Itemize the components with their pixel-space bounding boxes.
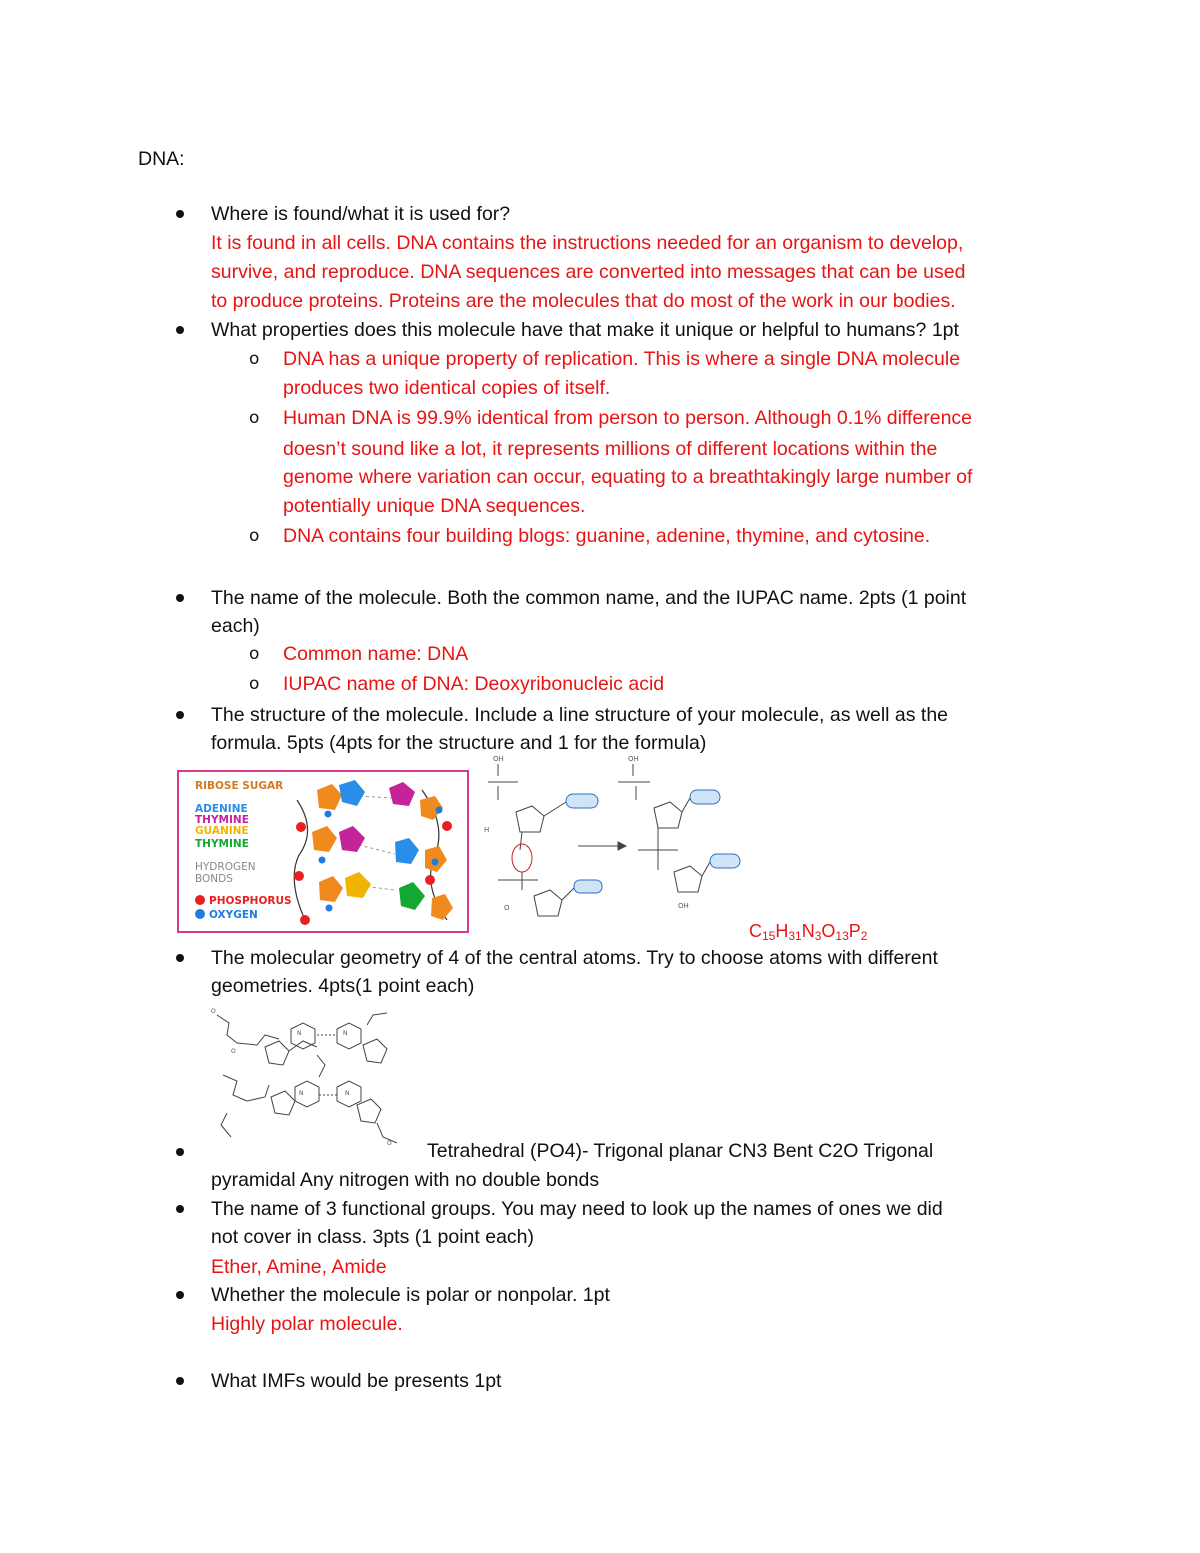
svg-text:N: N [299, 1090, 304, 1097]
question-functional-groups-cont: not cover in class. 3pts (1 point each) [211, 1226, 534, 1248]
legend-adenine: ADENINE [195, 803, 248, 815]
answer-line: potentially unique DNA sequences. [283, 495, 586, 517]
nucleotide-reaction-illustration [478, 750, 753, 933]
svg-text:N: N [343, 1030, 348, 1037]
answer-line: survive, and reproduce. DNA sequences are converted into messages that can be used [211, 261, 966, 283]
legend-bonds: BONDS [195, 873, 233, 885]
svg-text:N: N [345, 1090, 350, 1097]
legend-guanine: GUANINE [195, 825, 249, 837]
svg-text:O: O [387, 1140, 392, 1147]
sub-bullet: o [249, 644, 260, 664]
bullet [176, 1205, 184, 1213]
answer-line: It is found in all cells. DNA contains the instructions needed for an organism to develop, [211, 232, 964, 254]
answer-line: DNA has a unique property of replication. This is where a single DNA molecule [283, 348, 961, 370]
question-functional-groups: The name of 3 functional groups. You may need to look up the names of ones we did [211, 1198, 943, 1220]
geometry-answer: Tetrahedral (PO4)- Trigonal planar CN3 Bent C2O Trigonal [427, 1140, 934, 1162]
legend-thymine-2: THYMINE [195, 838, 249, 850]
question-structure: The structure of the molecule. Include a line structure of your molecule, as well as the [211, 704, 949, 726]
bullet [176, 1291, 184, 1299]
iupac-name: IUPAC name of DNA: Deoxyribonucleic acid [283, 673, 665, 695]
sub-bullet: o [249, 526, 260, 546]
answer-line: produces two identical copies of itself. [283, 377, 611, 399]
sub-bullet: o [249, 408, 260, 428]
answer-line: to produce proteins. Proteins are the molecules that do most of the work in our bodies. [211, 290, 956, 312]
answer-line: doesn’t sound like a lot, it represents millions of different locations within the [283, 438, 938, 460]
geometry-answer-cont: pyramidal Any nitrogen with no double bonds [211, 1169, 600, 1191]
legend-oxygen: OXYGEN [209, 909, 258, 921]
page-heading: DNA: [138, 148, 185, 170]
dna-strand-illustration [177, 770, 469, 933]
svg-text:OH: OH [628, 755, 639, 763]
polarity-answer: Highly polar molecule. [211, 1313, 403, 1335]
svg-text:H: H [484, 826, 490, 834]
svg-text:O: O [504, 904, 510, 912]
question-polarity: Whether the molecule is polar or nonpolar. 1pt [211, 1284, 610, 1306]
bullet [176, 1377, 184, 1385]
common-name: Common name: DNA [283, 643, 469, 665]
answer-line: DNA contains four building blogs: guanine, adenine, thymine, and cytosine. [283, 525, 931, 547]
question-geometry-cont: geometries. 4pts(1 point each) [211, 975, 475, 997]
bullet [176, 594, 184, 602]
question-structure-cont: formula. 5pts (4pts for the structure and 1 for the formula) [211, 732, 707, 754]
svg-text:O: O [231, 1048, 236, 1055]
legend-ribose: RIBOSE SUGAR [195, 780, 284, 792]
bullet [176, 1148, 184, 1156]
legend-hydrogen: HYDROGEN [195, 861, 256, 873]
functional-groups-answer: Ether, Amine, Amide [211, 1256, 387, 1278]
svg-text:N: N [297, 1030, 302, 1037]
question-properties: What properties does this molecule have that make it unique or helpful to humans? 1pt [211, 319, 959, 341]
legend-phosphorus: PHOSPHORUS [209, 895, 292, 907]
svg-text:O: O [211, 1008, 216, 1015]
line-structure-illustration [207, 1005, 407, 1150]
bullet [176, 954, 184, 962]
svg-text:OH: OH [493, 755, 504, 763]
question-location: Where is found/what it is used for? [211, 203, 511, 225]
bullet [176, 326, 184, 334]
sub-bullet: o [249, 349, 260, 369]
question-name-cont: each) [211, 615, 260, 637]
question-imfs: What IMFs would be presents 1pt [211, 1370, 502, 1392]
bullet [176, 711, 184, 719]
question-geometry: The molecular geometry of 4 of the central atoms. Try to choose atoms with different [211, 947, 938, 969]
molecular-formula: $C_{15}H_{31}N_3O_{13}P_2$ [749, 921, 868, 943]
legend-thymine: THYMINE [195, 814, 249, 826]
bullet [176, 210, 184, 218]
question-name: The name of the molecule. Both the common name, and the IUPAC name. 2pts (1 point [211, 587, 967, 609]
answer-line: Human DNA is 99.9% identical from person to person. Although 0.1% difference [283, 407, 973, 429]
answer-line: genome where variation can occur, equating to a breathtakingly large number of [283, 466, 973, 488]
svg-text:OH: OH [678, 902, 689, 910]
sub-bullet: o [249, 674, 260, 694]
